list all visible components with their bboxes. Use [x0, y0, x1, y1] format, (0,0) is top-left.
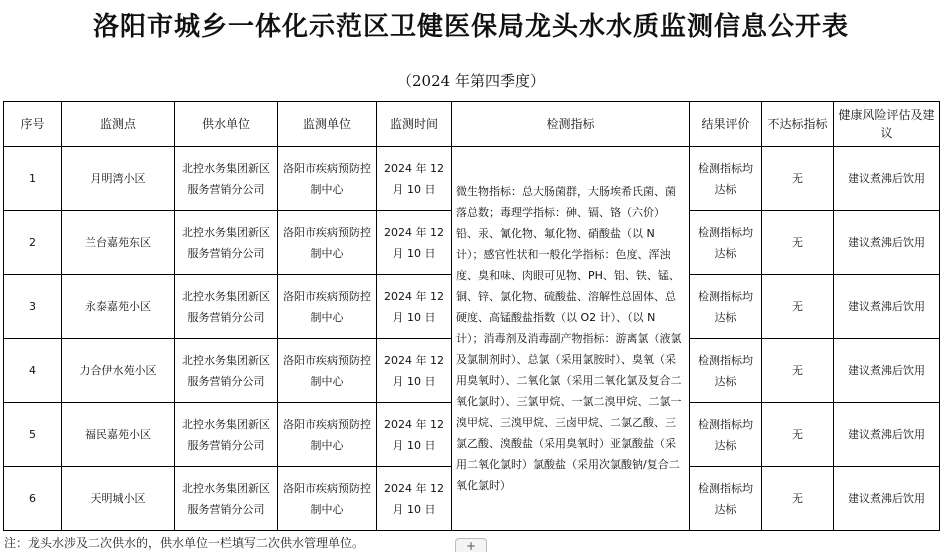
- page-title: 洛阳市城乡一体化示范区卫健医保局龙头水水质监测信息公开表: [92, 12, 849, 42]
- cell-no: 6: [4, 467, 62, 531]
- cell-supplier: 北控水务集团新区服务营销分公司: [175, 403, 278, 467]
- cell-site: 力合伊水苑小区: [62, 339, 175, 403]
- cell-advice: 建议煮沸后饮用: [834, 147, 940, 211]
- cell-result: 检测指标均达标: [690, 275, 762, 339]
- cell-result: 检测指标均达标: [690, 339, 762, 403]
- cell-site: 月明湾小区: [62, 147, 175, 211]
- cell-supplier: 北控水务集团新区服务营销分公司: [175, 275, 278, 339]
- cell-advice: 建议煮沸后饮用: [834, 339, 940, 403]
- cell-time: 2024 年 12 月 10 日: [377, 147, 452, 211]
- cell-no: 5: [4, 403, 62, 467]
- table-row: [4, 147, 940, 211]
- cell-monitor: 洛阳市疾病预防控制中心: [278, 211, 377, 275]
- cell-time: 2024 年 12 月 10 日: [377, 275, 452, 339]
- cell-advice: 建议煮沸后饮用: [834, 275, 940, 339]
- cell-failed: 无: [762, 467, 834, 531]
- cell-time: 2024 年 12 月 10 日: [377, 467, 452, 531]
- cell-advice: 建议煮沸后饮用: [834, 467, 940, 531]
- cell-failed: 无: [762, 147, 834, 211]
- cell-no: 2: [4, 211, 62, 275]
- cell-time: 2024 年 12 月 10 日: [377, 339, 452, 403]
- page-subtitle: （2024 年第四季度）: [397, 72, 545, 90]
- cell-failed: 无: [762, 211, 834, 275]
- header-result: 结果评价: [690, 102, 762, 147]
- cell-site: 兰台嘉苑东区: [62, 211, 175, 275]
- cell-no: 1: [4, 147, 62, 211]
- cell-supplier: 北控水务集团新区服务营销分公司: [175, 467, 278, 531]
- cell-supplier: 北控水务集团新区服务营销分公司: [175, 339, 278, 403]
- cell-site: 天明城小区: [62, 467, 175, 531]
- cell-result: 检测指标均达标: [690, 403, 762, 467]
- cell-no: 3: [4, 275, 62, 339]
- cell-advice: 建议煮沸后饮用: [834, 211, 940, 275]
- cell-site: 福民嘉苑小区: [62, 403, 175, 467]
- header-site: 监测点: [62, 102, 175, 147]
- water-quality-table: [3, 101, 940, 531]
- cell-site: 永泰嘉苑小区: [62, 275, 175, 339]
- cell-monitor: 洛阳市疾病预防控制中心: [278, 275, 377, 339]
- header-time: 监测时间: [377, 102, 452, 147]
- add-sheet-button[interactable]: +: [455, 538, 487, 552]
- header-supplier: 供水单位: [175, 102, 278, 147]
- cell-indicators: 微生物指标：总大肠菌群，大肠埃希氏菌、菌落总数；毒理学指标：砷、镉、铬（六价）铅、汞、氰化物、氟化物、硝酸盐（以 N 计）；感官性状和一般化学指标：色度、浑浊度、臭和味、肉眼可见物、PH、铝、铁、锰、铜、锌、氯化物、硫酸盐、溶解性总固体、总硬度、高锰酸盐指数（以 O2 计）、（以 N 计）；消毒剂及消毒副产物指标：游离氯（液氯及氯制剂时）、总氯（采用氯胺时）、臭氧（采用臭氧时）、二氧化氯（采用二氧化氯及复合二氧化氯时）、三氯甲烷、一氯二溴甲烷、二氯一溴甲烷、三溴甲烷、三卤甲烷、二氯乙酸、三氯乙酸、溴酸盐（采用臭氧时）亚氯酸盐（采用二氧化氯时）氯酸盐（采用次氯酸钠/复合二氧化氯时）: [452, 147, 690, 531]
- cell-monitor: 洛阳市疾病预防控制中心: [278, 467, 377, 531]
- header-no: 序号: [4, 102, 62, 147]
- cell-supplier: 北控水务集团新区服务营销分公司: [175, 211, 278, 275]
- cell-monitor: 洛阳市疾病预防控制中心: [278, 339, 377, 403]
- cell-supplier: 北控水务集团新区服务营销分公司: [175, 147, 278, 211]
- cell-monitor: 洛阳市疾病预防控制中心: [278, 147, 377, 211]
- cell-failed: 无: [762, 339, 834, 403]
- header-advice: 健康风险评估及建议: [834, 102, 940, 147]
- cell-monitor: 洛阳市疾病预防控制中心: [278, 403, 377, 467]
- header-monitor: 监测单位: [278, 102, 377, 147]
- cell-advice: 建议煮沸后饮用: [834, 403, 940, 467]
- cell-result: 检测指标均达标: [690, 467, 762, 531]
- cell-failed: 无: [762, 275, 834, 339]
- cell-time: 2024 年 12 月 10 日: [377, 211, 452, 275]
- table-header-row: [4, 102, 940, 147]
- cell-no: 4: [4, 339, 62, 403]
- cell-time: 2024 年 12 月 10 日: [377, 403, 452, 467]
- cell-failed: 无: [762, 403, 834, 467]
- header-indicators: 检测指标: [452, 102, 690, 147]
- cell-result: 检测指标均达标: [690, 147, 762, 211]
- cell-result: 检测指标均达标: [690, 211, 762, 275]
- header-failed: 不达标指标: [762, 102, 834, 147]
- footnote: 注：龙头水涉及二次供水的，供水单位一栏填写二次供水管理单位。: [4, 536, 365, 550]
